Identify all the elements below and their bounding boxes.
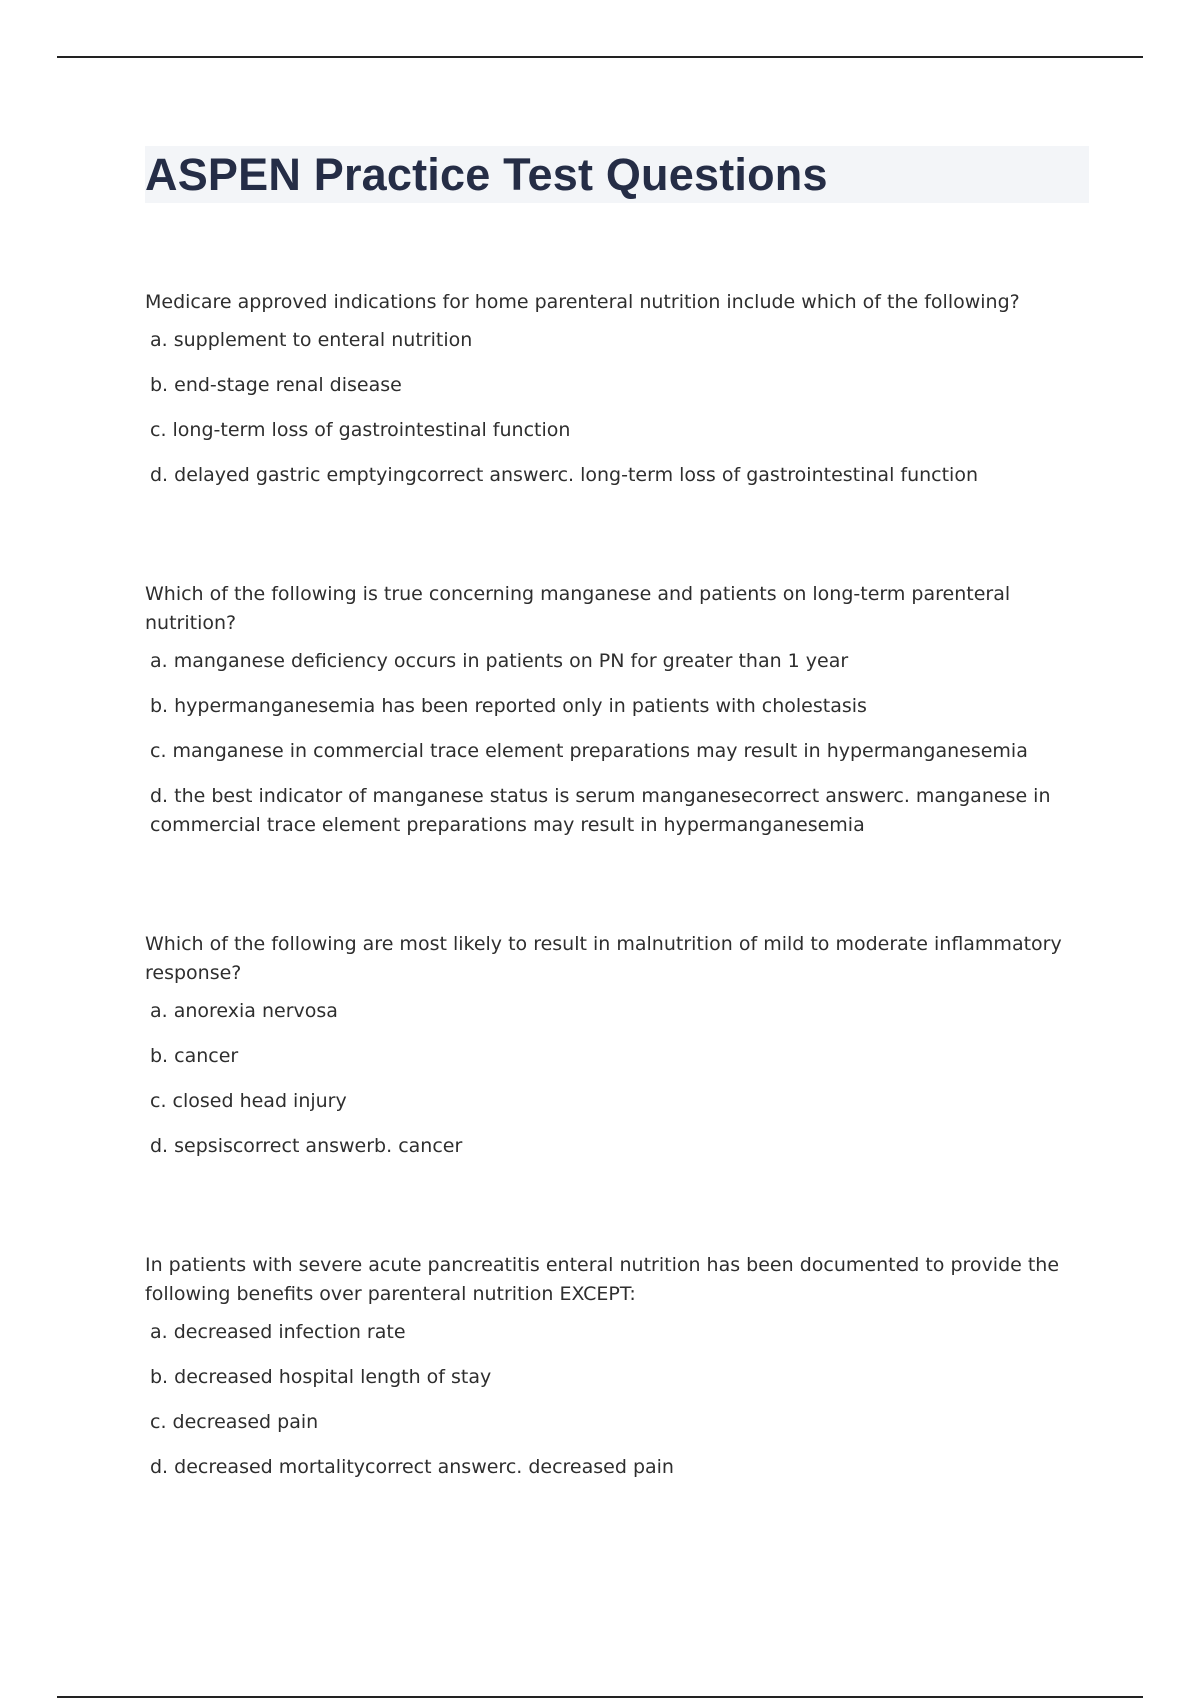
question-3-prompt: Which of the following are most likely to result in malnutrition of mild to moderate inflammatory response?: [145, 933, 1062, 984]
question-2-option-b: b. hypermanganesemia has been reported only in patients with cholestasis: [150, 695, 867, 717]
question-1-prompt: Medicare approved indications for home parenteral nutrition include which of the following?: [145, 291, 1020, 313]
top-rule: [57, 56, 1143, 58]
question-list: [145, 288, 1075, 1572]
question-4-option-b: b. decreased hospital length of stay: [150, 1366, 492, 1388]
question-1-option-b: b. end-stage renal disease: [150, 374, 402, 396]
question-1-option-d: d. delayed gastric emptyingcorrect answerc. long-term loss of gastrointestinal function: [150, 464, 979, 486]
question-4-option-d: d. decreased mortalitycorrect answerc. decreased pain: [150, 1456, 674, 1478]
question-1: [145, 288, 1075, 490]
document-title: ASPEN Practice Test Questions: [145, 149, 828, 200]
question-4-prompt: In patients with severe acute pancreatitis enteral nutrition has been documented to provide the following benefits over parenteral nutrition EXCEPT:: [145, 1254, 1060, 1305]
question-3: [145, 930, 1075, 1161]
question-1-option-a: a. supplement to enteral nutrition: [150, 329, 473, 351]
question-3-option-b: b. cancer: [150, 1045, 239, 1067]
question-2-option-c: c. manganese in commercial trace element preparations may result in hypermanganesemia: [150, 740, 1028, 762]
question-2-option-a: a. manganese deficiency occurs in patients on PN for greater than 1 year: [150, 650, 849, 672]
question-3-option-a: a. anorexia nervosa: [150, 1000, 338, 1022]
question-4: [145, 1251, 1075, 1482]
question-1-option-c: c. long-term loss of gastrointestinal function: [150, 419, 571, 441]
question-2-prompt: Which of the following is true concerning manganese and patients on long-term parenteral nutrition?: [145, 583, 1011, 634]
bottom-rule: [57, 1696, 1143, 1698]
question-4-option-c: c. decreased pain: [150, 1411, 319, 1433]
question-2: [145, 580, 1075, 840]
question-3-option-c: c. closed head injury: [150, 1090, 347, 1112]
question-3-option-d: d. sepsiscorrect answerb. cancer: [150, 1135, 463, 1157]
question-4-option-a: a. decreased infection rate: [150, 1321, 406, 1343]
question-2-option-d: d. the best indicator of manganese status is serum manganesecorrect answerc. manganese in commercial trace element preparations may result in hypermanganesemia: [150, 785, 1051, 836]
